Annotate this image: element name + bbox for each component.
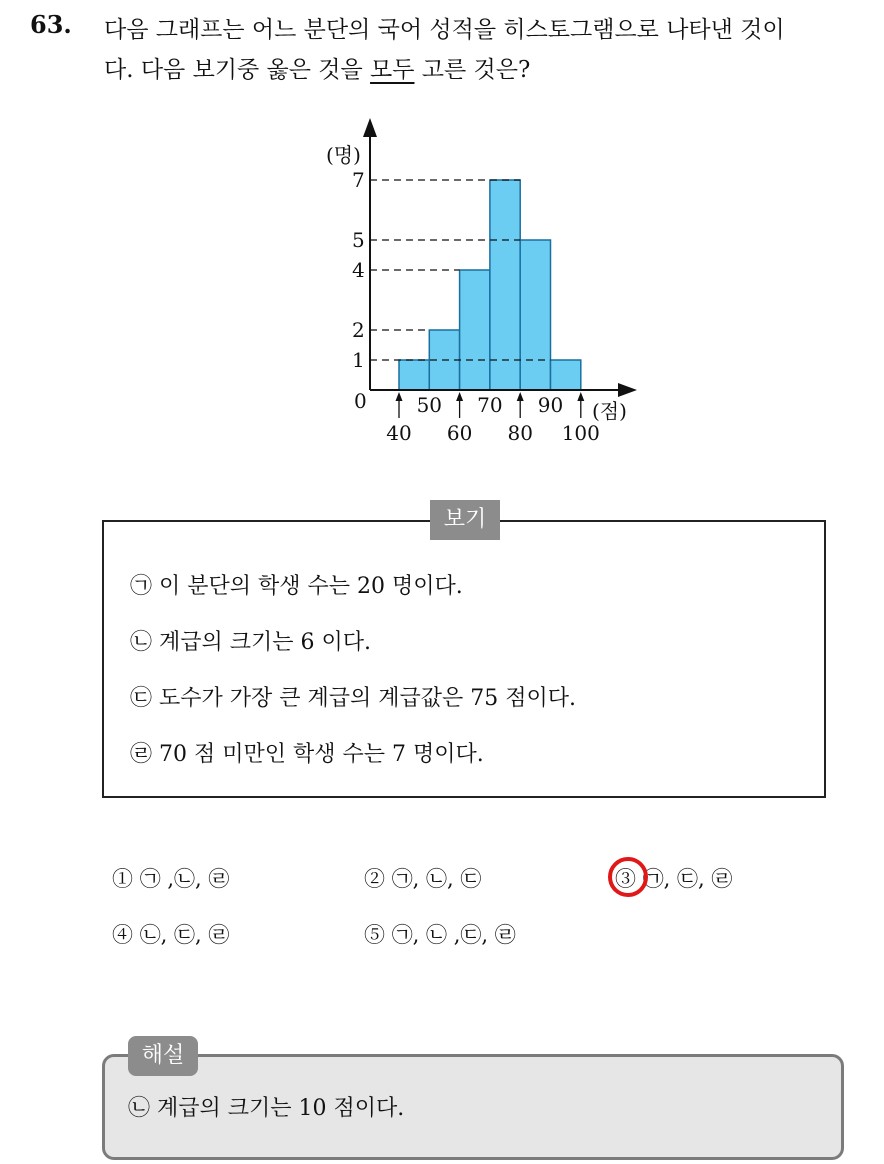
y-tick-label-2: 2: [352, 318, 365, 342]
option-2-text: ㉠, ㉡, ㉢: [391, 867, 482, 891]
x-tick-arrowhead-40: [396, 392, 403, 401]
x-tick-label-90: 90: [537, 393, 564, 417]
question-number: 63.: [30, 10, 72, 39]
y-tick-label-4: 4: [352, 258, 365, 282]
option-5-text: ㉠, ㉡ ,㉢, ㉣: [391, 923, 516, 947]
option-3-text: ㉠, ㉢, ㉣: [642, 867, 733, 891]
histogram-bar-70-80: [490, 180, 520, 390]
bogi-title: 보기: [430, 500, 500, 540]
option-2-number: ②: [364, 867, 385, 891]
histogram-bar-90-100: [551, 360, 581, 390]
question-line-2-post: 고른 것은?: [414, 57, 531, 83]
x-tick-label-40: 40: [386, 421, 412, 445]
x-tick-arrowhead-80: [517, 392, 524, 401]
y-tick-label-7: 7: [352, 168, 365, 192]
histogram-bar-80-90: [520, 240, 550, 390]
histogram-chart: [0, 0, 884, 470]
option-1[interactable]: [112, 864, 229, 894]
option-4-number: ④: [112, 923, 133, 947]
bogi-item-3-mark: ㉢: [130, 686, 153, 711]
option-2[interactable]: [364, 864, 481, 894]
y-tick-label-5: 5: [352, 228, 365, 252]
y-axis-label: (명): [326, 143, 361, 167]
x-tick-label-50: 50: [416, 393, 443, 417]
bogi-item-1-mark: ㉠: [130, 574, 153, 599]
histogram-bars: [399, 180, 581, 390]
x-tick-label-80: 80: [507, 421, 533, 445]
option-1-text: ㉠ ,㉡, ㉣: [139, 867, 230, 891]
histogram-bar-40-50: [399, 360, 429, 390]
histogram-bar-60-70: [460, 270, 490, 390]
x-tick-arrowhead-60: [456, 392, 463, 401]
bogi-item-1-text: 이 분단의 학생 수는 20 명이다.: [159, 574, 463, 599]
bogi-item-3-text: 도수가 가장 큰 계급의 계급값은 75 점이다.: [159, 686, 576, 711]
y-tick-label-1: 1: [352, 348, 365, 372]
bogi-item-1: [130, 572, 463, 602]
bogi-item-2-text: 계급의 크기는 6 이다.: [159, 630, 372, 655]
option-4-text: ㉡, ㉢, ㉣: [139, 923, 230, 947]
bogi-item-4-text: 70 점 미만인 학생 수는 7 명이다.: [159, 742, 484, 767]
option-5-number: ⑤: [364, 923, 385, 947]
x-axis-label: (점): [592, 399, 627, 423]
bogi-item-4: [130, 740, 484, 770]
option-1-number: ①: [112, 867, 133, 891]
x-axis-arrowhead: [618, 383, 637, 397]
x-tick-label-70: 70: [477, 393, 503, 417]
bogi-item-2-mark: ㉡: [130, 630, 153, 655]
bogi-item-2: [130, 628, 371, 658]
solution-title: 해설: [128, 1036, 198, 1076]
question-line-1: 다음 그래프는 어느 분단의 국어 성적을 히스토그램으로 나타낸 것이: [104, 17, 785, 43]
option-3-number: ③: [615, 867, 636, 891]
solution-text: ㉡ 계급의 크기는 10 점이다.: [128, 1096, 405, 1121]
origin-label: 0: [354, 389, 367, 413]
question-line-2-pre: 다. 다음 보기중 옳은 것을: [104, 57, 371, 83]
option-5[interactable]: [364, 920, 516, 950]
x-tick-label-60: 60: [446, 421, 473, 445]
y-axis-arrowhead: [363, 118, 377, 137]
bogi-item-3: [130, 684, 576, 714]
x-tick-arrowhead-100: [577, 392, 584, 401]
option-4[interactable]: [112, 920, 229, 950]
question-underlined-word: 모두: [370, 57, 415, 83]
answer-circle-mark: [608, 857, 648, 897]
bogi-item-4-mark: ㉣: [130, 742, 153, 767]
x-tick-label-100: 100: [561, 421, 600, 445]
